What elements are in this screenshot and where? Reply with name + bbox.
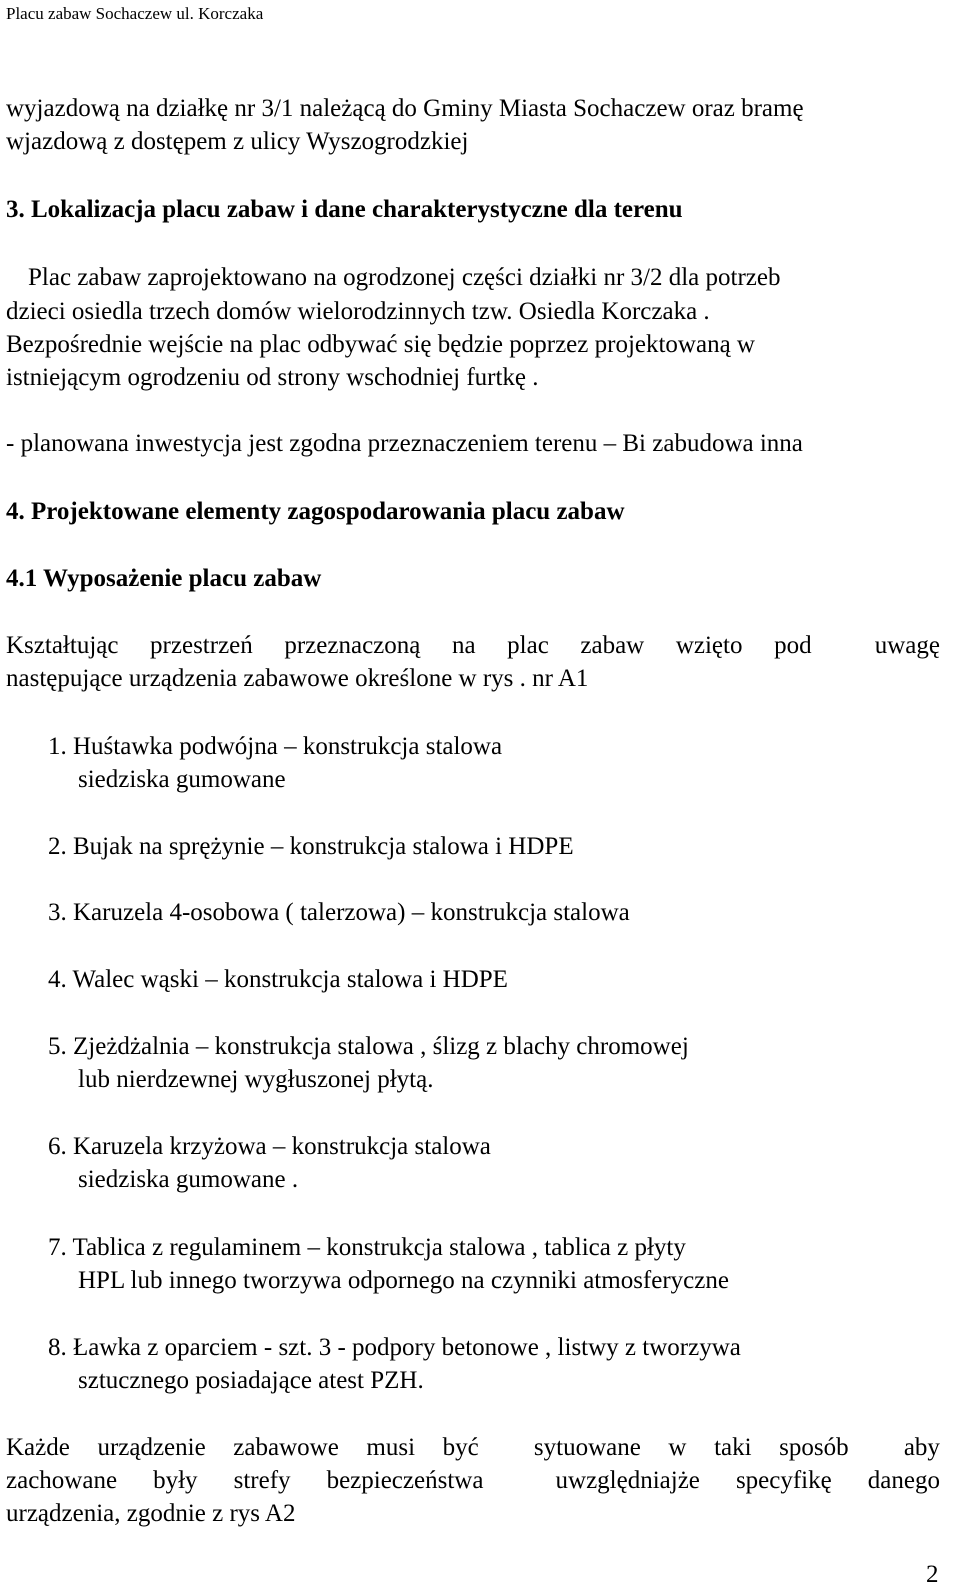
word: zabawowe: [233, 1434, 339, 1461]
word: sytuowane: [533, 1434, 641, 1461]
section-3-paragraph-line-4: istniejącym ogrodzeniu od strony wschodniej furtkę .: [6, 364, 539, 391]
item-5-line-1: 5. Zjeżdżalnia – konstrukcja stalowa , ślizg z blachy chromowej: [48, 1033, 689, 1060]
word: uwagę: [874, 632, 940, 659]
closing-line-2: [6, 1466, 940, 1496]
item-7-line-2: HPL lub innego tworzywa odpornego na czynniki atmosferyczne: [78, 1267, 729, 1294]
section-3-paragraph-line-1: Plac zabaw zaprojektowano na ogrodzonej części działki nr 3/2 dla potrzeb: [28, 264, 781, 291]
word: bezpieczeństwa: [326, 1467, 484, 1494]
item-6-line-2: siedziska gumowane .: [78, 1166, 299, 1193]
word: w: [668, 1434, 687, 1461]
word: pod: [774, 632, 812, 659]
word: na: [451, 632, 476, 659]
word: przeznaczoną: [284, 632, 421, 659]
item-6-line-1: 6. Karuzela krzyżowa – konstrukcja stalowa: [48, 1133, 491, 1160]
zoning-note: - planowana inwestycja jest zgodna przeznaczeniem terenu – Bi zabudowa inna: [6, 430, 803, 457]
word: Każde: [6, 1434, 70, 1461]
section-3-paragraph-line-3: Bezpośrednie wejście na plac odbywać się będzie poprzez projektowaną w: [6, 331, 755, 358]
section-3-heading: 3. Lokalizacja placu zabaw i dane charakterystyczne dla terenu: [6, 196, 683, 223]
running-header: Placu zabaw Sochaczew ul. Korczaka: [6, 4, 264, 23]
item-4: 4. Walec wąski – konstrukcja stalowa i HDPE: [48, 966, 508, 993]
closing-line-3: urządzenia, zgodnie z rys A2: [6, 1500, 296, 1527]
word: aby: [903, 1434, 940, 1461]
equipment-intro-line-2: następujące urządzenia zabawowe określone w rys . nr A1: [6, 665, 589, 692]
word: specyfikę: [735, 1467, 832, 1494]
page-number: 2: [926, 1561, 939, 1588]
word: plac: [507, 632, 549, 659]
word: były: [153, 1467, 198, 1494]
word: wzięto: [675, 632, 743, 659]
word: strefy: [233, 1467, 291, 1494]
word: uwzględniajże: [555, 1467, 700, 1494]
word: urządzenie: [97, 1434, 206, 1461]
section-4-heading: 4. Projektowane elementy zagospodarowania placu zabaw: [6, 498, 625, 525]
section-3-paragraph-line-2: dzieci osiedla trzech domów wielorodzinnych tzw. Osiedla Korczaka .: [6, 298, 710, 325]
section-4-1-heading: 4.1 Wyposażenie placu zabaw: [6, 565, 322, 592]
word: Kształtując: [6, 632, 119, 659]
equipment-intro-line-1: [6, 631, 940, 661]
item-3: 3. Karuzela 4-osobowa ( talerzowa) – konstrukcja stalowa: [48, 899, 630, 926]
word: danego: [867, 1467, 940, 1494]
item-5-line-2: lub nierdzewnej wygłuszonej płytą.: [78, 1066, 434, 1093]
intro-line-1: wyjazdową na działkę nr 3/1 należącą do Gminy Miasta Sochaczew oraz bramę: [6, 95, 804, 122]
word: musi: [366, 1434, 416, 1461]
item-1-line-1: 1. Huśtawka podwójna – konstrukcja stalowa: [48, 733, 503, 760]
word: przestrzeń: [150, 632, 253, 659]
item-7-line-1: 7. Tablica z regulaminem – konstrukcja stalowa , tablica z płyty: [48, 1234, 686, 1261]
word: być: [442, 1434, 479, 1461]
intro-line-2: wjazdową z dostępem z ulicy Wyszogrodzkiej: [6, 128, 469, 155]
item-1-line-2: siedziska gumowane: [78, 766, 286, 793]
word: taki: [714, 1434, 752, 1461]
closing-line-1: [6, 1433, 940, 1463]
item-8-line-2: sztucznego posiadające atest PZH.: [78, 1367, 424, 1394]
item-2: 2. Bujak na sprężynie – konstrukcja stalowa i HDPE: [48, 833, 574, 860]
word: zachowane: [6, 1467, 118, 1494]
word: sposób: [779, 1434, 849, 1461]
word: zabaw: [580, 632, 645, 659]
item-8-line-1: 8. Ławka z oparciem - szt. 3 - podpory betonowe , listwy z tworzywa: [48, 1334, 741, 1361]
